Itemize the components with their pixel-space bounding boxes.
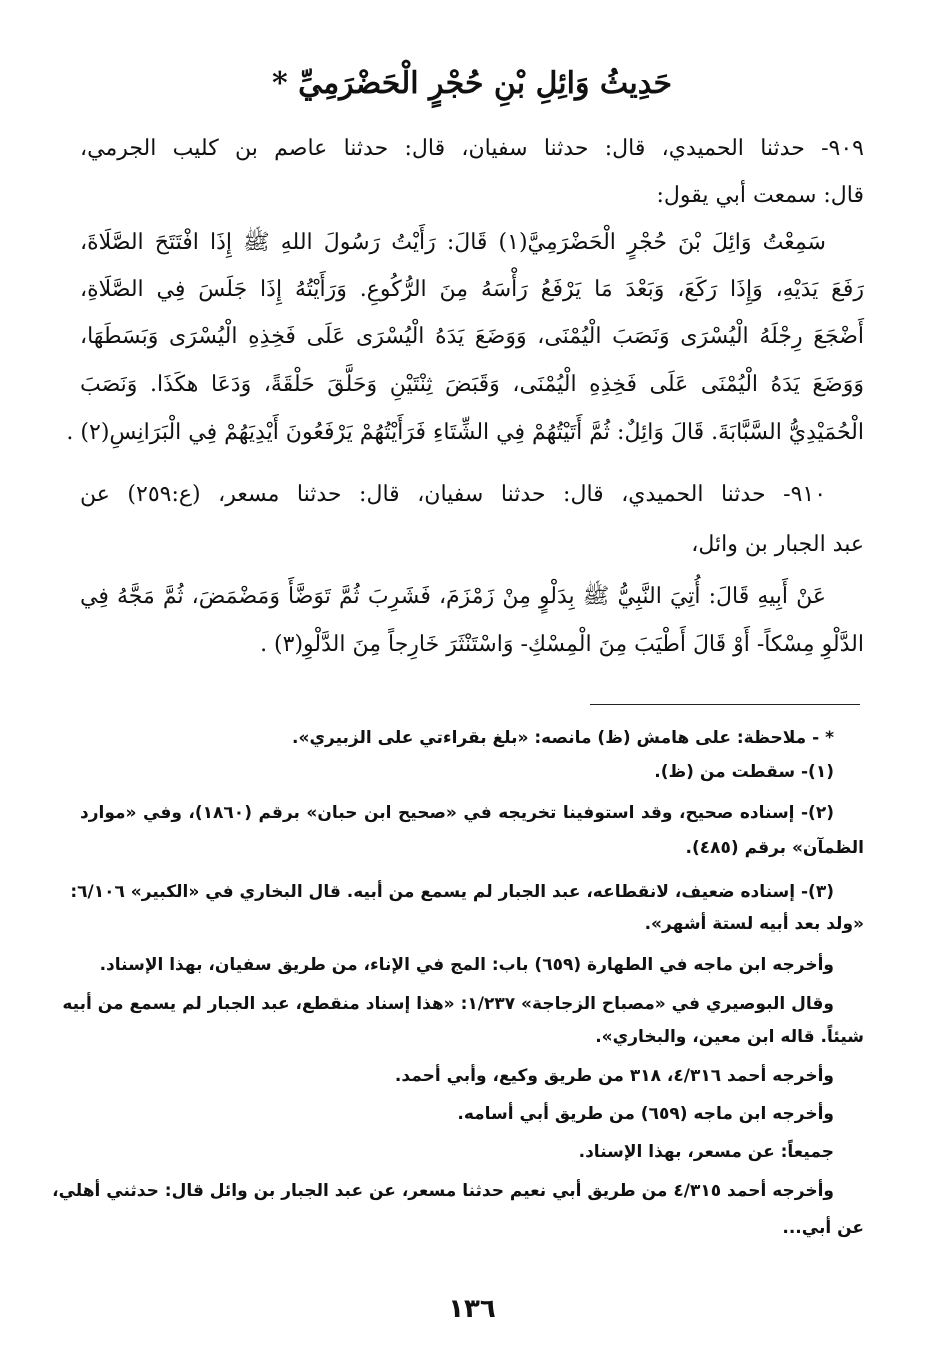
hadith-909-matn-line-5: الْحُمَيْدِيُّ السَّبَّابَةَ. قَالَ وَائِلٌ: ثُمَّ أَتَيْتُهُمْ فِي الشِّتَاءِ فَرَأَيْتُهُمْ يَرْفَعُونَ أَيْدِيَهُمْ فِي الْبَرَانِسِ(٢) . (66, 420, 864, 445)
footnote-3-line-7: وأخرجه ابن ماجه (٦٥٩) من طريق أبي أسامه. (457, 1104, 834, 1124)
footnote-3-line-5: شيئاً. قاله ابن معين، والبخاري». (595, 1027, 864, 1047)
chapter-title: حَدِيثُ وَائِلِ بْنِ حُجْرٍ الْحَضْرَمِيِّ * (271, 66, 673, 101)
footnote-3-line-6: وأخرجه أحمد ٤/٣١٦، ٣١٨ من طريق وكيع، وأبي أحمد. (394, 1066, 834, 1086)
hadith-910-isnad-line-1: ٩١٠- حدثنا الحميدي، قال: حدثنا سفيان، قال: حدثنا مسعر، (ع:٢٥٩) عن (80, 482, 827, 507)
footnote-3-line-1: (٣)- إسناده ضعيف، لانقطاعه، عبد الجبار لم يسمع من أبيه. قال البخاري في «الكبير» ٦/١٠٦: (70, 882, 834, 902)
hadith-910-matn-line-2: الدَّلْوِ مِسْكاً- أَوْ قَالَ أَطْيَبَ مِنَ الْمِسْكِ- وَاسْتَنْثَرَ خَارِجاً مِنَ الدَّلْوِ(٣) . (260, 632, 864, 657)
footnote-3-line-4: وقال البوصيري في «مصباح الزجاجة» ١/٢٣٧: «هذا إسناد منقطع، عبد الجبار لم يسمع من أبيه (62, 994, 834, 1014)
hadith-910-isnad-line-2: عبد الجبار بن وائل، (691, 532, 864, 557)
footnote-3-line-2: «ولد بعد أبيه لستة أشهر». (644, 914, 864, 934)
footnote-3-line-3: وأخرجه ابن ماجه في الطهارة (٦٥٩) باب: المج في الإناء، من طريق سفيان، بهذا الإسناد. (99, 955, 834, 975)
hadith-909-matn-line-4: وَوَضَعَ يَدَهُ الْيُمْنَى عَلَى فَخِذِهِ الْيُمْنَى، وَقَبَضَ ثِنْتَيْنِ وَحَلَّقَ حَلْقَةً، وَدَعَا هكَذَا. وَنَصَبَ (80, 372, 864, 397)
footnote-star: * - ملاحظة: على هامش (ظ) مانصه: «بلغ بقراءتي على الزبيري». (292, 728, 834, 748)
footnote-3-line-10: عن أبي... (782, 1218, 864, 1238)
hadith-909-matn-line-3: أَضْجَعَ رِجْلَهُ الْيُسْرَى وَنَصَبَ الْيُمْنَى، وَوَضَعَ يَدَهُ الْيُسْرَى عَلَى فَخِذِهِ الْيُسْرَى وَبَسَطَهَا، (80, 324, 864, 349)
hadith-909-isnad-line-2: قال: سمعت أبي يقول: (656, 183, 864, 208)
footnote-1: (١)- سقطت من (ظ). (654, 762, 834, 782)
page-number: ١٣٦ (448, 1294, 496, 1324)
footnote-separator (590, 704, 860, 705)
footnote-2-line-1: (٢)- إسناده صحيح، وقد استوفينا تخريجه في «صحيح ابن حبان» برقم (١٨٦٠)، وفي «موارد (80, 803, 834, 823)
footnote-3-line-9: وأخرجه أحمد ٤/٣١٥ من طريق أبي نعيم حدثنا مسعر، عن عبد الجبار بن وائل قال: حدثني أهلي، (52, 1181, 834, 1201)
hadith-909-isnad-line-1: ٩٠٩- حدثنا الحميدي، قال: حدثنا سفيان، قال: حدثنا عاصم بن كليب الجرمي، (80, 136, 864, 161)
hadith-909-matn-line-1: سَمِعْتُ وَائِلَ بْنَ حُجْرٍ الْحَضْرَمِيَّ(١) قَالَ: رَأَيْتُ رَسُولَ اللهِ ﷺ إِذَا افْتَتَحَ الصَّلَاةَ، (80, 230, 826, 255)
hadith-909-matn-line-2: رَفَعَ يَدَيْهِ، وَإِذَا رَكَعَ، وَبَعْدَ مَا يَرْفَعُ رَأْسَهُ مِنَ الرُّكُوعِ. وَرَأَيْتُهُ إِذَا جَلَسَ فِي الصَّلَاةِ، (80, 277, 864, 302)
footnote-3-line-8: جميعاً: عن مسعر، بهذا الإسناد. (578, 1142, 834, 1162)
hadith-910-matn-line-1: عَنْ أَبِيهِ قَالَ: أُتِيَ النَّبِيُّ ﷺ بِدَلْوٍ مِنْ زَمْزَمَ، فَشَرِبَ ثُمَّ تَوَضَّأَ وَمَضْمَضَ، ثُمَّ مَجَّهُ فِي (80, 584, 826, 609)
footnote-2-line-2: الظمآن» برقم (٤٨٥). (685, 838, 864, 858)
